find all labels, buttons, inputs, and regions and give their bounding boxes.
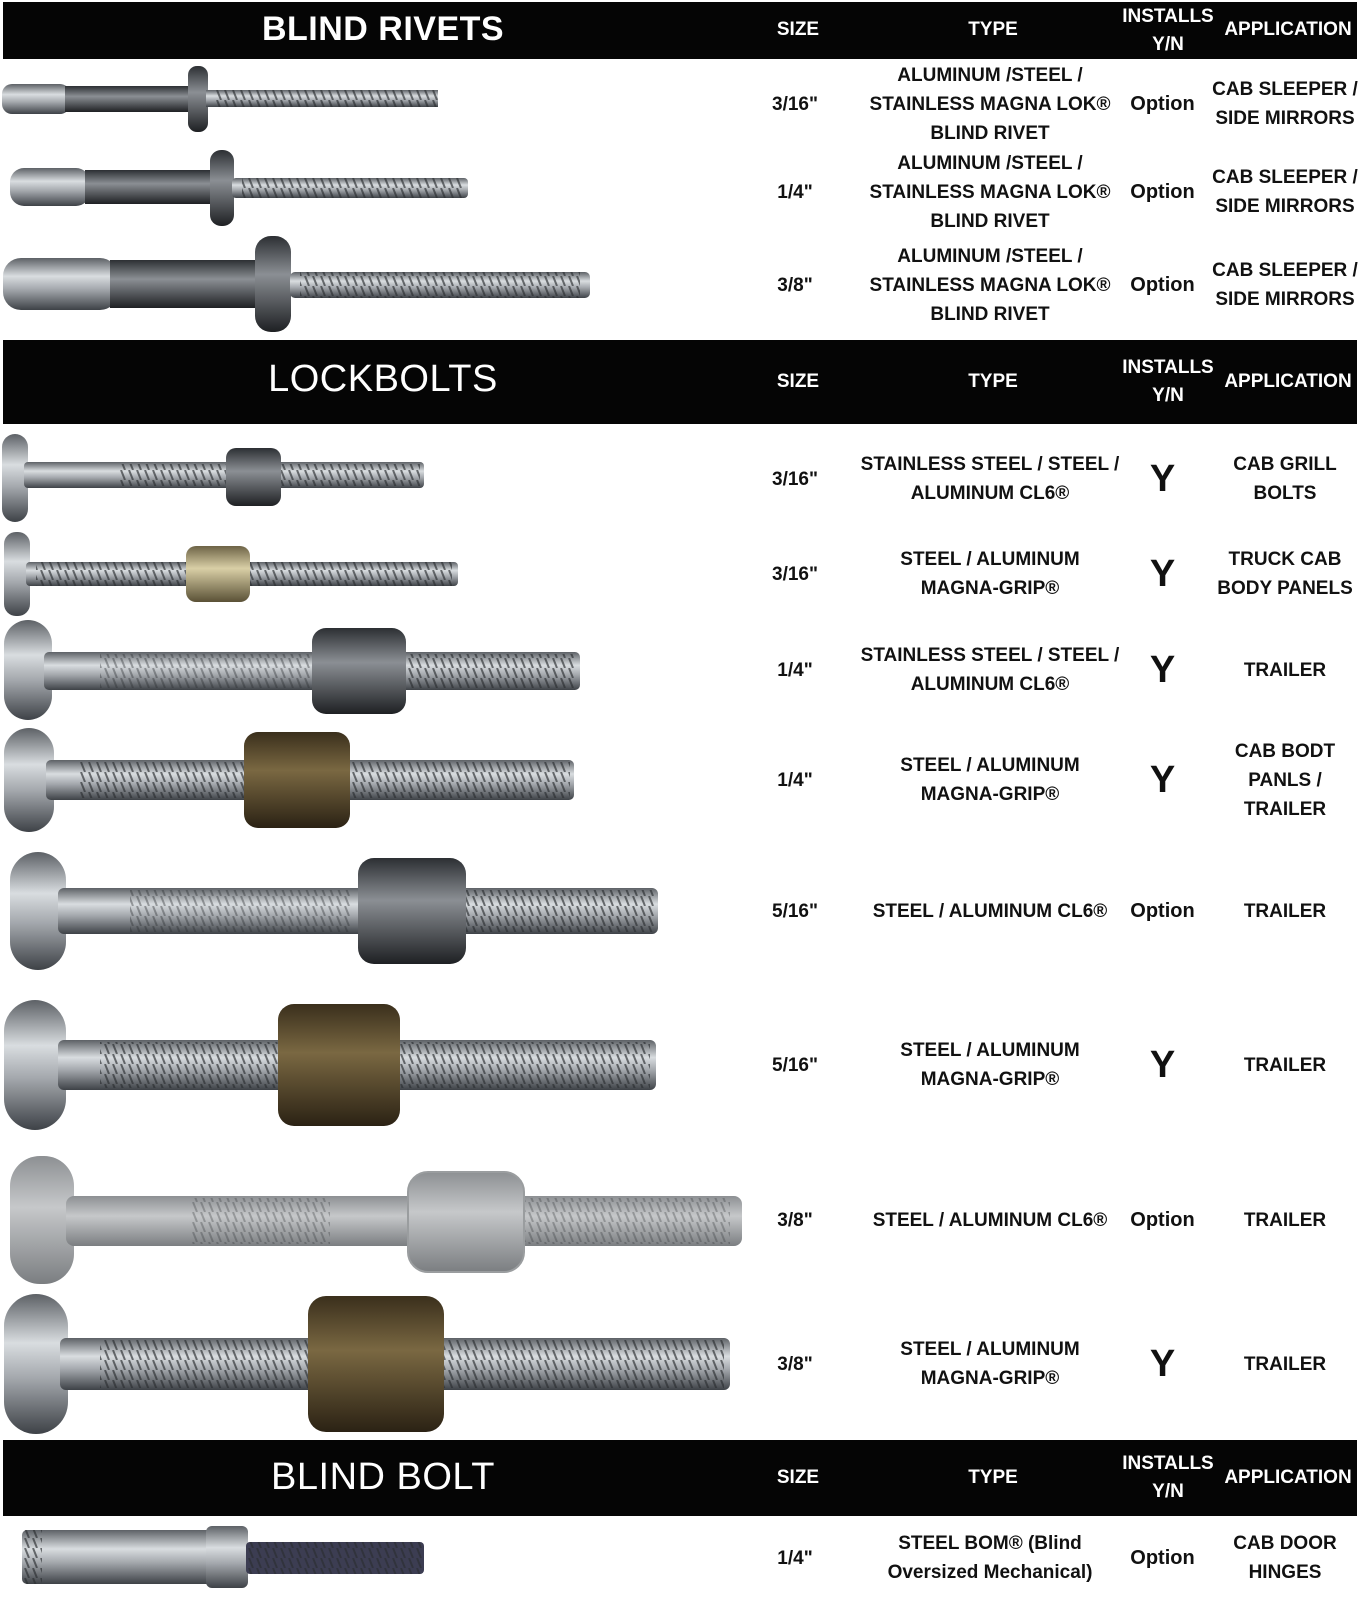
application-cell: CAB SLEEPER / SIDE MIRRORS <box>1212 167 1358 217</box>
size-cell: 3/16" <box>772 93 818 115</box>
installs-cell: Option <box>1130 273 1195 296</box>
installs-cell: Y <box>1149 1043 1176 1086</box>
size-cell: 3/8" <box>777 1353 813 1375</box>
type-cell: STEEL / ALUMINUM MAGNA-GRIP® <box>900 1040 1080 1090</box>
table-row <box>0 1152 1360 1288</box>
type-cell: STEEL / ALUMINUM CL6® <box>872 1209 1108 1231</box>
table-row <box>0 1290 1360 1438</box>
application-cell: TRUCK CAB BODY PANELS <box>1217 549 1353 599</box>
application-cell: TRAILER <box>1243 900 1327 922</box>
installs-cell: Y <box>1149 552 1176 595</box>
size-cell: 3/16" <box>772 563 818 585</box>
lockbolt-image <box>0 430 430 528</box>
installs-cell: Option <box>1130 899 1195 922</box>
application-cell: CAB SLEEPER / SIDE MIRRORS <box>1212 260 1358 310</box>
type-cell: STEEL / ALUMINUM MAGNA-GRIP® <box>900 755 1080 805</box>
installs-cell: Option <box>1130 180 1195 203</box>
lockbolt-image <box>0 1152 750 1288</box>
application-cell: CAB SLEEPER / SIDE MIRRORS <box>1212 79 1358 129</box>
table-row <box>0 722 1360 838</box>
table-row <box>0 236 1360 334</box>
column-header-application: APPLICATION <box>1224 371 1352 392</box>
table-row <box>0 846 1360 976</box>
lockbolt-image <box>0 846 670 976</box>
lockbolt-image <box>0 722 590 838</box>
section-title: BLIND BOLT <box>271 1456 495 1498</box>
installs-cell: Option <box>1130 1546 1195 1569</box>
column-header-installs: INSTALLS Y/N <box>1122 6 1214 55</box>
section-header-blind-bolt <box>3 1440 1357 1516</box>
type-cell: ALUMINUM /STEEL / STAINLESS MAGNA LOK® BLIND RIVET <box>869 245 1111 325</box>
lockbolt-image <box>0 1290 740 1438</box>
column-header-application: APPLICATION <box>1224 1467 1352 1488</box>
application-cell: TRAILER <box>1243 1209 1327 1231</box>
installs-cell: Y <box>1149 758 1176 801</box>
column-header-size: SIZE <box>776 371 820 392</box>
application-cell: TRAILER <box>1243 1054 1327 1076</box>
lockbolt-image <box>0 994 670 1136</box>
type-cell: STAINLESS STEEL / STEEL / ALUMINUM CL6® <box>860 645 1120 695</box>
application-cell: CAB BODT PANLS / TRAILER <box>1234 740 1336 820</box>
installs-cell: Option <box>1130 92 1195 115</box>
column-header-installs: INSTALLS Y/N <box>1122 1453 1214 1502</box>
size-cell: 1/4" <box>777 769 813 791</box>
column-header-size: SIZE <box>776 19 820 40</box>
installs-cell: Y <box>1149 648 1176 691</box>
application-cell: CAB DOOR HINGES <box>1233 1533 1337 1583</box>
table-row <box>0 430 1360 528</box>
column-header-type: TYPE <box>968 371 1018 392</box>
type-cell: STAINLESS STEEL / STEEL / ALUMINUM CL6® <box>860 454 1120 504</box>
size-cell: 3/8" <box>777 1209 813 1231</box>
installs-cell: Option <box>1130 1208 1195 1231</box>
size-cell: 1/4" <box>777 659 813 681</box>
column-header-installs: INSTALLS Y/N <box>1122 357 1214 406</box>
application-cell: TRAILER <box>1243 1353 1327 1375</box>
installs-cell: Y <box>1149 457 1176 500</box>
column-header-type: TYPE <box>968 1467 1018 1488</box>
table-row <box>0 60 1360 148</box>
blind-rivet-image <box>0 148 480 236</box>
lockbolt-image <box>0 530 470 618</box>
table-row <box>0 148 1360 236</box>
size-cell: 3/16" <box>772 468 818 490</box>
blind-rivet-image <box>0 236 600 334</box>
type-cell: STEEL BOM® (Blind Oversized Mechanical) <box>887 1533 1093 1583</box>
table-row <box>0 618 1360 722</box>
section-header-blind-rivets <box>3 2 1357 59</box>
type-cell: STEEL / ALUMINUM CL6® <box>872 900 1108 922</box>
application-cell: CAB GRILL BOLTS <box>1233 454 1337 504</box>
table-row <box>0 1518 1360 1598</box>
size-cell: 5/16" <box>772 1054 818 1076</box>
type-cell: STEEL / ALUMINUM MAGNA-GRIP® <box>900 549 1080 599</box>
table-row <box>0 994 1360 1136</box>
section-title: LOCKBOLTS <box>268 358 498 400</box>
installs-cell: Y <box>1149 1342 1176 1385</box>
section-title: BLIND RIVETS <box>261 10 505 48</box>
section-header-lockbolts <box>3 340 1357 424</box>
column-header-type: TYPE <box>968 19 1018 40</box>
type-cell: ALUMINUM /STEEL / STAINLESS MAGNA LOK® BLIND RIVET <box>869 64 1111 144</box>
blind-bolt-image <box>0 1518 440 1598</box>
type-cell: STEEL / ALUMINUM MAGNA-GRIP® <box>900 1339 1080 1389</box>
application-cell: TRAILER <box>1243 659 1327 681</box>
size-cell: 3/8" <box>777 274 813 296</box>
table-row <box>0 530 1360 618</box>
lockbolt-image <box>0 618 590 722</box>
blind-rivet-image <box>0 60 450 148</box>
column-header-size: SIZE <box>776 1467 820 1488</box>
column-header-application: APPLICATION <box>1224 19 1352 40</box>
size-cell: 1/4" <box>777 181 813 203</box>
size-cell: 5/16" <box>772 900 818 922</box>
type-cell: ALUMINUM /STEEL / STAINLESS MAGNA LOK® BLIND RIVET <box>869 152 1111 232</box>
size-cell: 1/4" <box>777 1547 813 1569</box>
